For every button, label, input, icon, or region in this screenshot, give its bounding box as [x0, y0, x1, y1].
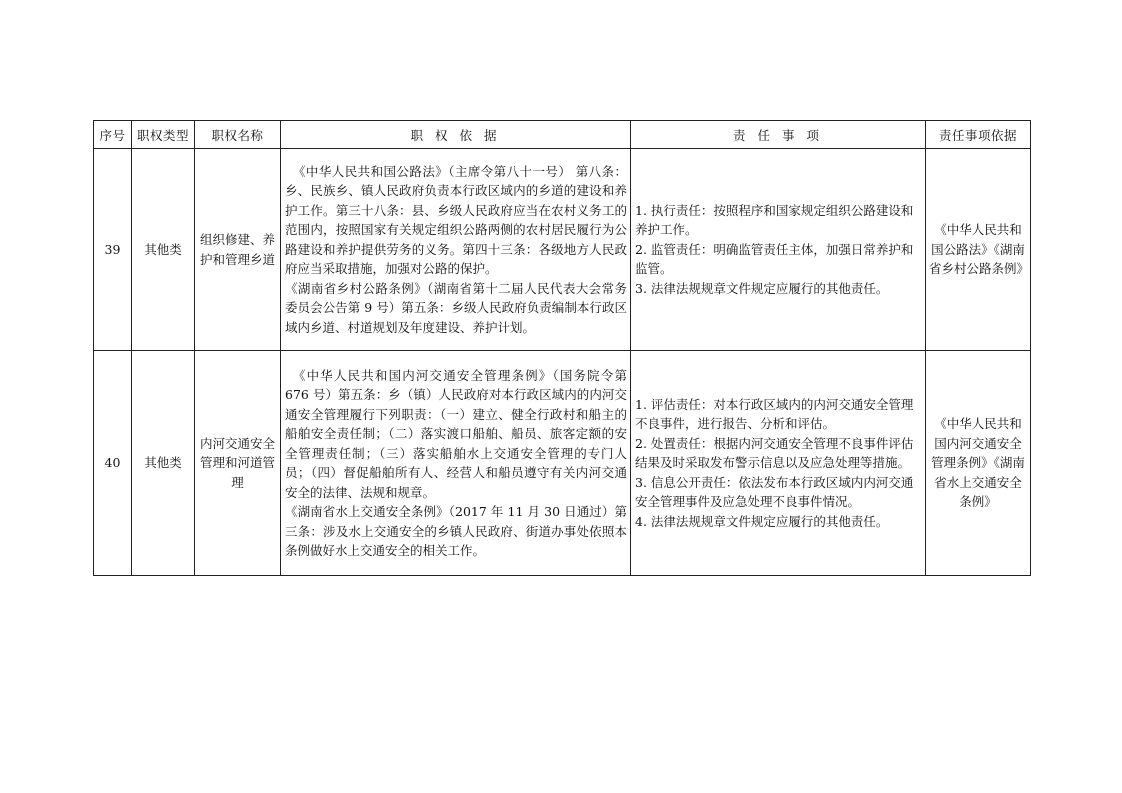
table-row: [94, 149, 1031, 351]
responsibility-item: 3. 信息公开责任：依法发布本行政区域内内河交通安全管理事件及应急处理不良事件情况。: [635, 474, 914, 510]
header-type: 职权类型: [132, 121, 195, 149]
basis-paragraph: 《湖南省水上交通安全条例》（2017 年 11 月 30 日通过）第三条：涉及水上交通安全的乡镇人民政府、街道办事处依照本条例做好水上交通安全的相关工作。: [285, 504, 627, 558]
responsibility-item: 2. 监管责任：明确监管责任主体，加强日常养护和监管。: [635, 241, 914, 277]
row-type: 其他类: [132, 351, 195, 576]
table-body: [94, 149, 1031, 576]
header-seq: 序号: [94, 121, 132, 149]
responsibility-item: 3. 法律法规规章文件规定应履行的其他责任。: [635, 280, 889, 296]
header-basis: 职 权 依 据: [281, 121, 631, 149]
header-row: [94, 121, 1031, 149]
table-header: [94, 121, 1031, 149]
responsibility-item: 4. 法律法规规章文件规定应履行的其他责任。: [635, 513, 889, 529]
row-responsibility: [631, 351, 926, 576]
row-basis: [281, 351, 631, 576]
header-name: 职权名称: [195, 121, 281, 149]
row-resp-basis: 《中华人民共和国公路法》《湖南省乡村公路条例》: [926, 149, 1031, 351]
header-resp-basis: 责任事项依据: [926, 121, 1031, 149]
row-basis: [281, 149, 631, 351]
responsibility-item: 1. 评估责任：对本行政区域内的内河交通安全管理不良事件，进行报告、分析和评估。: [635, 396, 914, 432]
row-seq: 40: [94, 351, 132, 576]
row-type: 其他类: [132, 149, 195, 351]
row-responsibility: [631, 149, 926, 351]
basis-paragraph: 《中华人民共和国内河交通安全管理条例》（国务院令第 676 号）第五条：乡（镇）人民政府对本行政区域内的内河交通安全管理履行下列职责：（一）建立、健全行政村和船主的船舶安全责任制；（二）落实渡口船舶、船员、旅客定额的安全管理责任制；（三）落实船舶水上交通安全管理的专门人员；（四）督促船舶所有人、经营人和船员遵守有关内河交通安全的法律、法规和规章。: [285, 367, 627, 500]
row-resp-basis: 《中华人民共和国内河交通安全管理条例》《湖南省水上交通安全条例》: [926, 351, 1031, 576]
duty-table: [93, 120, 1031, 576]
row-name: 内河交通安全管理和河道管理: [195, 351, 281, 576]
responsibility-item: 1. 执行责任：按照程序和国家规定组织公路建设和养护工作。: [635, 202, 914, 238]
table-row: [94, 351, 1031, 576]
basis-paragraph: 《湖南省乡村公路条例》（湖南省第十二届人民代表大会常务委员会公告第 9 号）第五条：乡级人民政府负责编制本行政区域内乡道、村道规划及年度建设、养护计划。: [285, 280, 627, 335]
responsibility-item: 2. 处置责任：根据内河交通安全管理不良事件评估结果及时采取发布警示信息以及应急处理等措施。: [635, 435, 914, 471]
basis-paragraph: 《中华人民共和国公路法》（主席令第八十一号） 第八条：乡、民族乡、镇人民政府负责本行政区域内的乡道的建设和养护工作。第三十八条：县、乡级人民政府应当在农村义务工的范围内，按照国家有关规定组织公路两侧的农村居民履行为公路建设和养护提供劳务的义务。第四十三条：各级地方人民政府应当采取措施，加强对公路的保护。: [285, 163, 627, 277]
row-seq: 39: [94, 149, 132, 351]
row-name: 组织修建、养护和管理乡道: [195, 149, 281, 351]
header-responsibility: 责 任 事 项: [631, 121, 926, 149]
